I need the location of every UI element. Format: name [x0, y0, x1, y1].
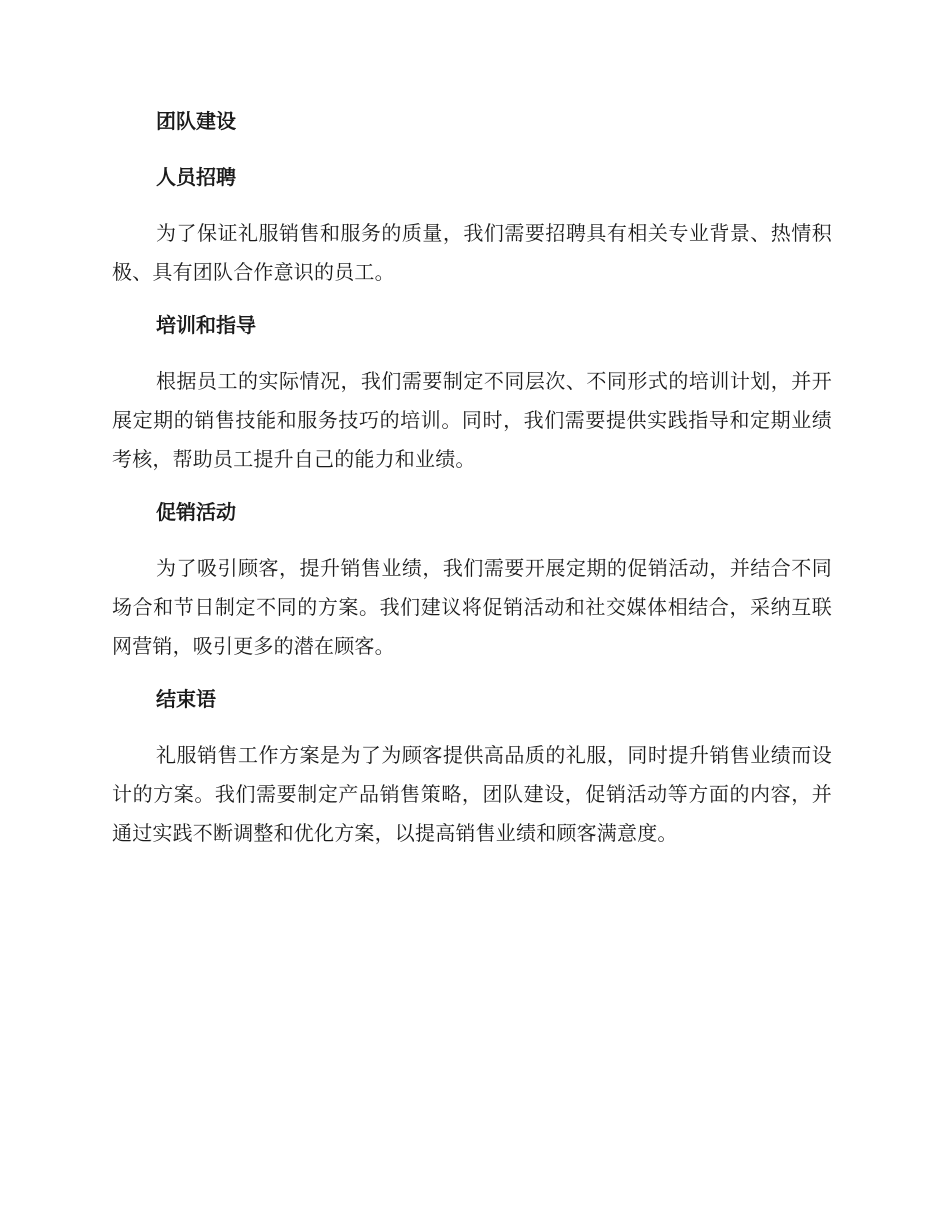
paragraph-training: 根据员工的实际情况，我们需要制定不同层次、不同形式的培训计划，并开展定期的销售技能和服务技巧的培训。同时，我们需要提供实践指导和定期业绩考核，帮助员工提升自己的能力和业绩。: [112, 369, 832, 471]
heading-training: 培训和指导: [156, 313, 256, 337]
heading-team-building: 团队建设: [156, 109, 236, 133]
paragraph-conclusion: 礼服销售工作方案是为了为顾客提供高品质的礼服，同时提升销售业绩而设计的方案。我们需要制定产品销售策略，团队建设，促销活动等方面的内容，并通过实践不断调整和优化方案，以提高销售业绩和顾客满意度。: [112, 743, 832, 845]
paragraph-recruitment: 为了保证礼服销售和服务的质量，我们需要招聘具有相关专业背景、热情积极、具有团队合作意识的员工。: [112, 221, 832, 284]
heading-recruitment: 人员招聘: [156, 165, 236, 189]
heading-conclusion: 结束语: [156, 687, 216, 711]
heading-promotion: 促销活动: [156, 500, 236, 524]
paragraph-promotion: 为了吸引顾客，提升销售业绩，我们需要开展定期的促销活动，并结合不同场合和节日制定不同的方案。我们建议将促销活动和社交媒体相结合，采纳互联网营销，吸引更多的潜在顾客。: [112, 556, 832, 658]
document-content: [112, 104, 832, 869]
